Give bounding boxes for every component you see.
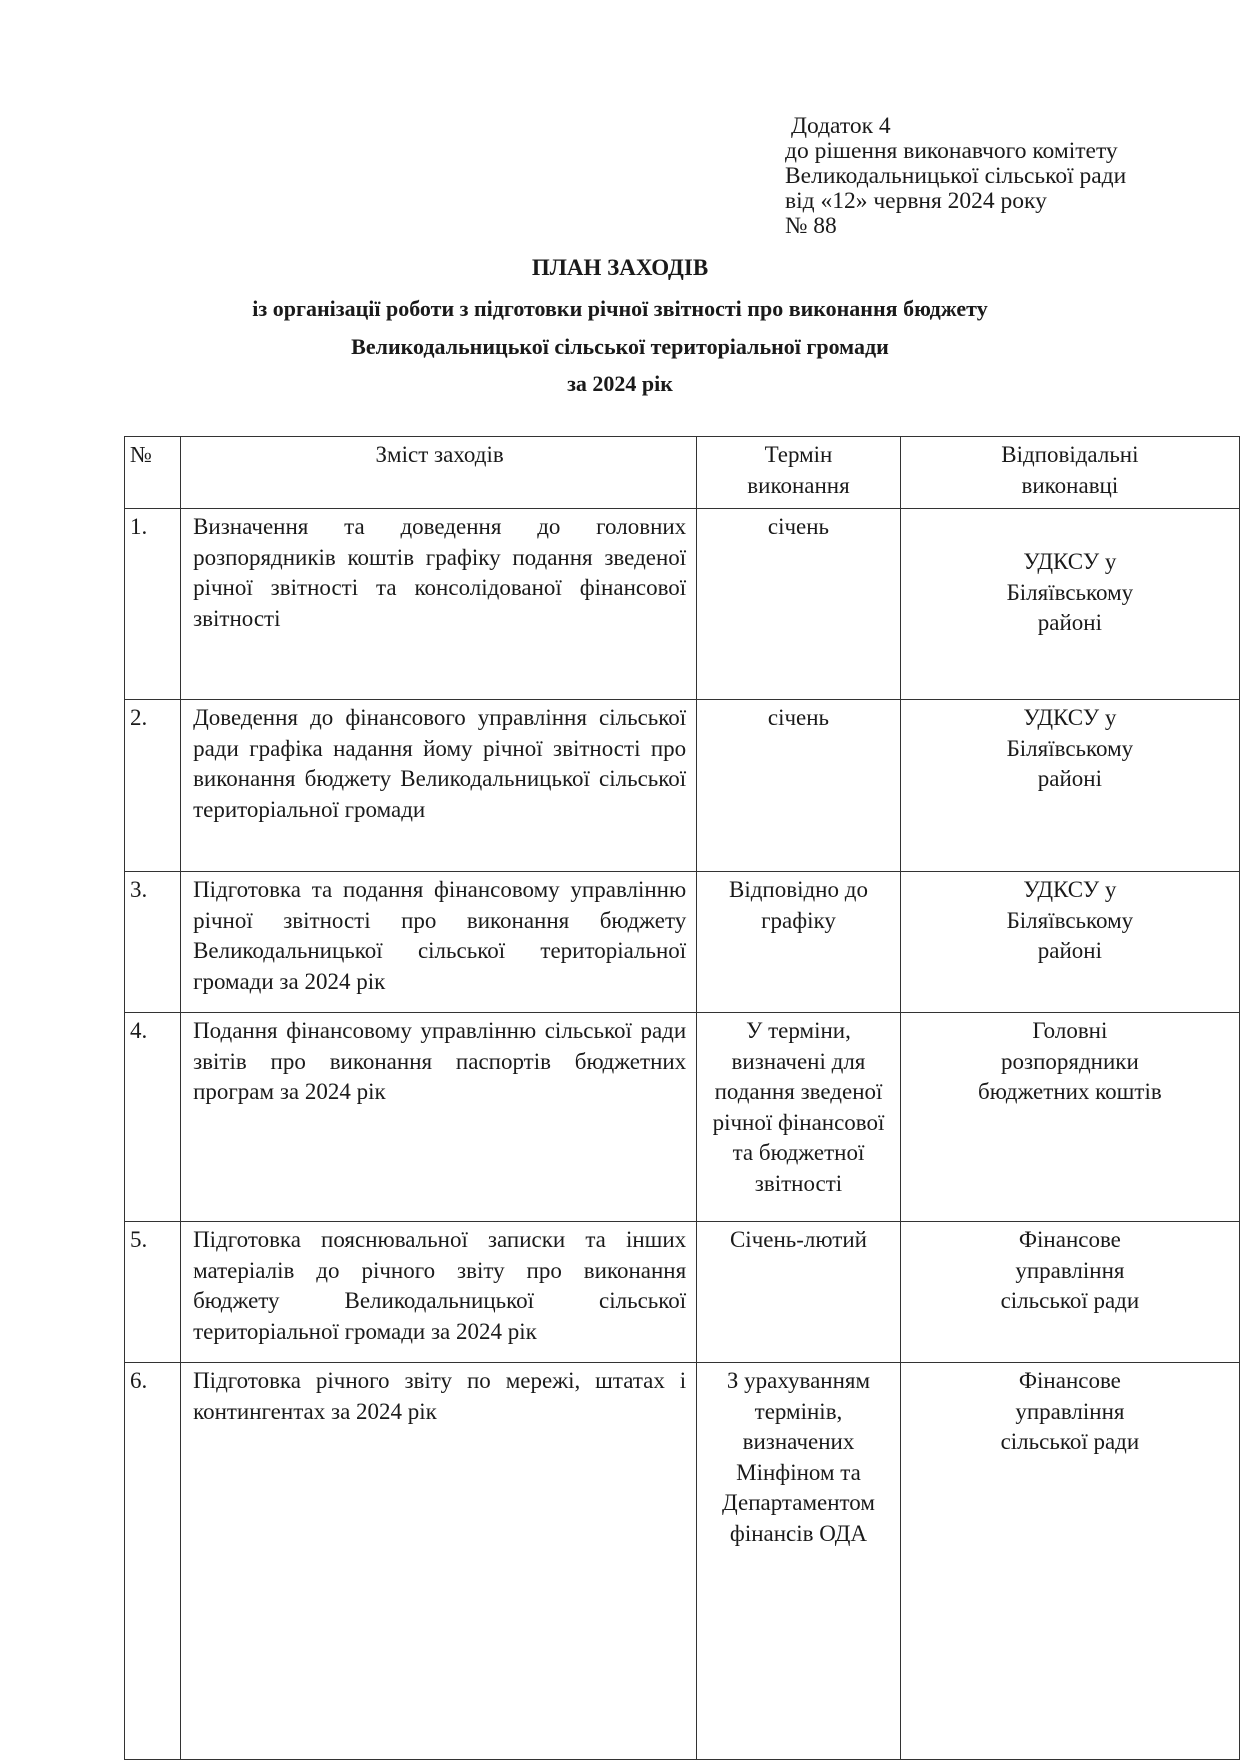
row-description: Підготовка річного звіту по мережі, штатах і контингентах за 2024 рік (181, 1363, 697, 1760)
row-term-line: термінів, (754, 1398, 843, 1424)
row-term-line: річної фінансової (712, 1109, 885, 1135)
row-term-line: звітності (754, 1170, 843, 1196)
table-header-row (125, 437, 1240, 509)
table-row (125, 872, 1240, 1013)
row-number: 4. (125, 1013, 181, 1222)
table-row (125, 1363, 1240, 1760)
header-responsible-line: виконавці (1021, 472, 1119, 498)
row-description: Визначення та доведення до головних розпорядників коштів графіку подання зведеної річної звітності та консолідованої фінансової звітності (181, 509, 697, 700)
row-responsible (900, 509, 1239, 700)
header-responsible-line: Відповідальні (1001, 442, 1139, 467)
page-subtitle-1: із організації роботи з підготовки річної звітності про виконання бюджету (252, 296, 988, 321)
row-term-line: січень (767, 514, 830, 539)
row-responsible (900, 872, 1239, 1013)
row-term-line: визначені для (731, 1048, 866, 1074)
row-responsible-line: сільської ради (1000, 1288, 1140, 1313)
row-description: Подання фінансовому управлінню сільської ради звітів про виконання паспортів бюджетних програм за 2024 рік (181, 1013, 697, 1222)
row-responsible-line: Головні (1032, 1018, 1108, 1043)
table-row (125, 1222, 1240, 1363)
annex-header (785, 114, 1126, 239)
page-title: ПЛАН ЗАХОДІВ (531, 255, 709, 280)
row-description: Підготовка пояснювальної записки та інших матеріалів до річного звіту про виконання бюджету Великодальницької сільської територіальної громади за 2024 рік (181, 1222, 697, 1363)
row-term-line: З урахуванням (726, 1368, 871, 1393)
row-description: Підготовка та подання фінансовому управлінню річної звітності про виконання бюджету Великодальницької сільської територіальної громади за 2024 рік (181, 872, 697, 1013)
table-row (125, 700, 1240, 872)
row-term-line: визначених (742, 1429, 855, 1454)
row-responsible-line: районі (1037, 610, 1102, 635)
row-term-line: Департаментом (722, 1490, 875, 1515)
row-term-line: та бюджетної (732, 1140, 865, 1165)
row-responsible-line: управління (1015, 1398, 1125, 1424)
row-responsible-line: Фінансове (1018, 1368, 1121, 1393)
row-term (697, 872, 901, 1013)
row-responsible-line: управління (1015, 1257, 1125, 1283)
row-number: 5. (125, 1222, 181, 1363)
row-description: Доведення до фінансового управління сільської ради графіка надання йому річної звітності про виконання бюджету Великодальницької сільської територіальної громади (181, 700, 697, 872)
row-responsible-line: бюджетних коштів (978, 1079, 1162, 1104)
row-term (697, 1363, 901, 1760)
row-responsible (900, 1363, 1239, 1760)
row-responsible-line: районі (1037, 766, 1102, 791)
row-number: 3. (125, 872, 181, 1013)
header-responsible (900, 437, 1239, 509)
row-term-line: січень (767, 705, 830, 730)
row-term (697, 509, 901, 700)
row-responsible-line: УДКСУ у (1023, 877, 1117, 902)
row-responsible-line: розпорядники (1000, 1048, 1139, 1074)
row-number: 6. (125, 1363, 181, 1760)
row-term-line: фінансів ОДА (729, 1520, 868, 1546)
row-responsible (900, 700, 1239, 872)
row-number: 1. (125, 509, 181, 700)
row-number: 2. (125, 700, 181, 872)
row-responsible-line: районі (1037, 938, 1102, 963)
row-responsible (900, 1013, 1239, 1222)
row-responsible (900, 1222, 1239, 1363)
row-term (697, 1222, 901, 1363)
row-term-line: Січень-лютий (729, 1227, 867, 1252)
row-term-line: Мінфіном та (736, 1459, 861, 1485)
row-term-line: Відповідно до (728, 877, 868, 902)
header-description: Зміст заходів (181, 437, 697, 509)
annex-number: Додаток 4 (791, 113, 891, 139)
measures-table (124, 436, 1240, 1760)
row-term (697, 700, 901, 872)
row-responsible-line: Фінансове (1018, 1227, 1121, 1252)
page-subtitle-2: Великодальницької сільської територіальної громади (351, 334, 889, 359)
row-term-line: графіку (761, 907, 836, 933)
annex-doc-number: № 88 (785, 213, 837, 239)
row-term-line: подання зведеної (714, 1079, 883, 1104)
row-term (697, 1013, 901, 1222)
row-responsible-line: УДКСУ у (1023, 705, 1117, 730)
row-responsible-line: сільської ради (1000, 1429, 1140, 1454)
annex-decision: до рішення виконавчого комітету (785, 138, 1118, 164)
annex-council: Великодальницької сільської ради (785, 163, 1127, 189)
header-term (697, 437, 901, 509)
annex-date: від «12» червня 2024 року (785, 188, 1047, 214)
table-row (125, 1013, 1240, 1222)
header-number: № (125, 437, 181, 509)
row-responsible-line: УДКСУ у (1023, 549, 1117, 574)
table-row (125, 509, 1240, 700)
page-subtitle-3: за 2024 рік (567, 371, 673, 396)
header-term-line: виконання (747, 472, 850, 498)
row-term-line: У терміни, (746, 1018, 851, 1043)
row-responsible-line: Біляївському (1006, 735, 1134, 761)
row-responsible-line: Біляївському (1006, 579, 1134, 605)
header-term-line: Термін (764, 442, 833, 467)
row-responsible-line: Біляївському (1006, 907, 1134, 933)
